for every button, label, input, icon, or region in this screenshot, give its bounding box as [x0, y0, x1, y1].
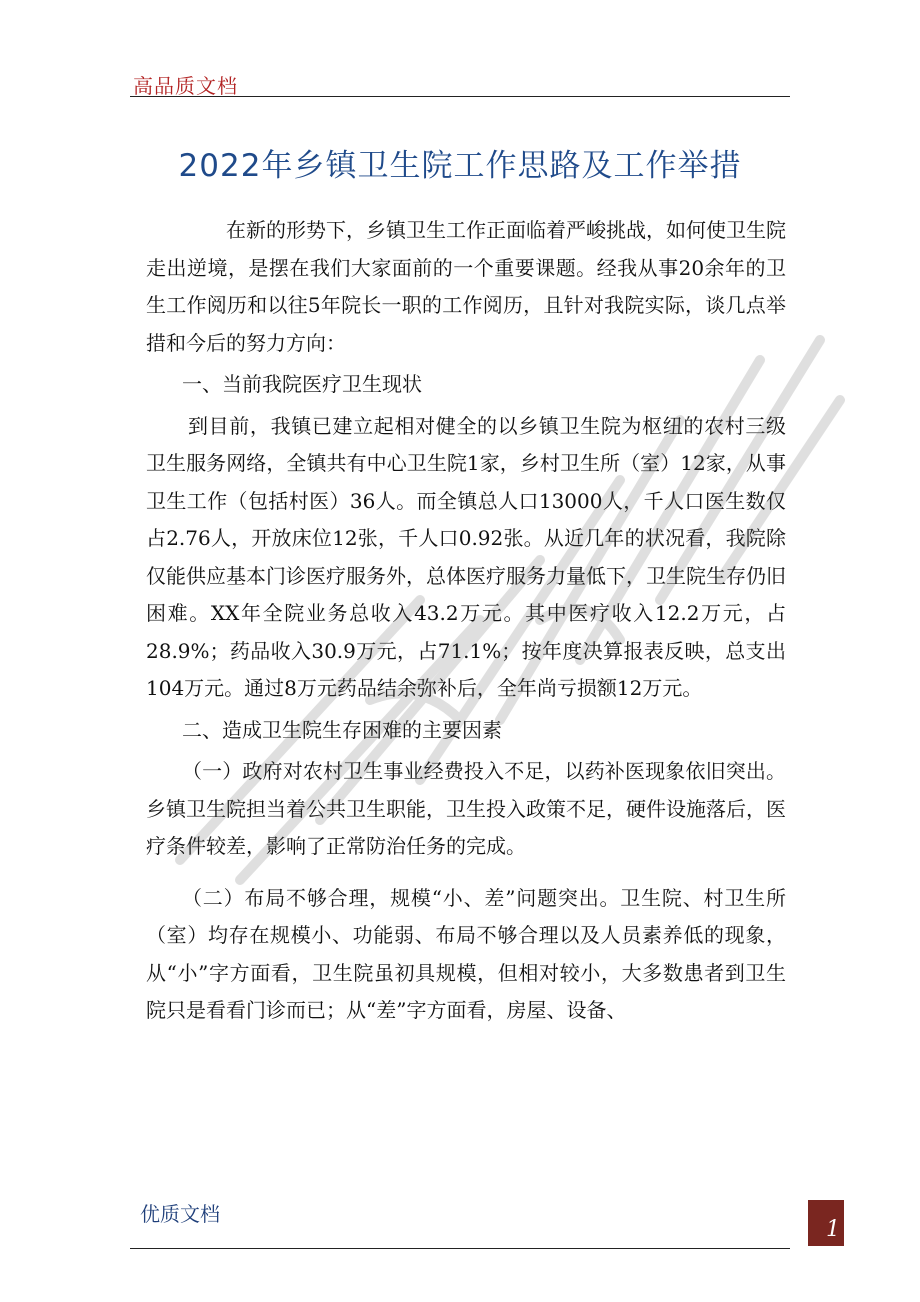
paragraph-factor-2: （二）布局不够合理，规模“小、差”问题突出。卫生院、村卫生所（室）均存在规模小、功能弱、布局不够合理以及人员素养低的现象，从“小”字方面看，卫生院虽初具规模，但相对较小，大多数患者到卫生院只是看看门诊而已；从“差”字方面看，房屋、设备、	[146, 885, 786, 1022]
paragraph-status: 到目前，我镇已建立起相对健全的以乡镇卫生院为枢纽的农村三级卫生服务网络，全镇共有中心卫生院1家，乡村卫生所（室）12家，从事卫生工作（包括村医）36人。而全镇总人口13000人，千人口医生数仅占2.76人，开放床位12张，千人口0.92张。从近几年的状况看，我院除仅能供应基本门诊医疗服务外，总体医疗服务力量低下，卫生院生存仍旧困难。XX年全院业务总收入43.2万元。其中医疗收入12.2万元，占28.9%；药品收入30.9万元，占71.1%；按年度决算报表反映，总支出104万元。通过8万元药品结余弥补后，全年尚亏损额12万元。	[146, 413, 786, 700]
header-divider	[130, 96, 790, 97]
header-label: 高品质文档	[133, 74, 238, 98]
paragraph-intro: 在新的形势下，乡镇卫生工作正面临着严峻挑战，如何使卫生院走出逆境，是摆在我们大家面前的一个重要课题。经我从事20余年的卫生工作阅历和以往5年院长一职的工作阅历，且针对我院实际，谈几点举措和今后的努力方向：	[146, 218, 786, 355]
page-number: 1	[826, 1217, 840, 1242]
paragraph-factor-1: （一）政府对农村卫生事业经费投入不足，以药补医现象依旧突出。乡镇卫生院担当着公共卫生职能，卫生投入政策不足，硬件设施落后，医疗条件较差，影响了正常防治任务的完成。	[146, 759, 786, 858]
section-heading-2: 二、造成卫生院生存困难的主要因素	[182, 717, 502, 742]
document-body	[146, 212, 786, 1030]
footer-label: 优质文档	[140, 1202, 220, 1226]
section-heading-1: 一、当前我院医疗卫生现状	[182, 372, 422, 396]
document-title: 2022年乡镇卫生院工作思路及工作举措	[178, 148, 742, 184]
footer-divider	[130, 1248, 790, 1249]
page-number-badge	[808, 1200, 844, 1246]
